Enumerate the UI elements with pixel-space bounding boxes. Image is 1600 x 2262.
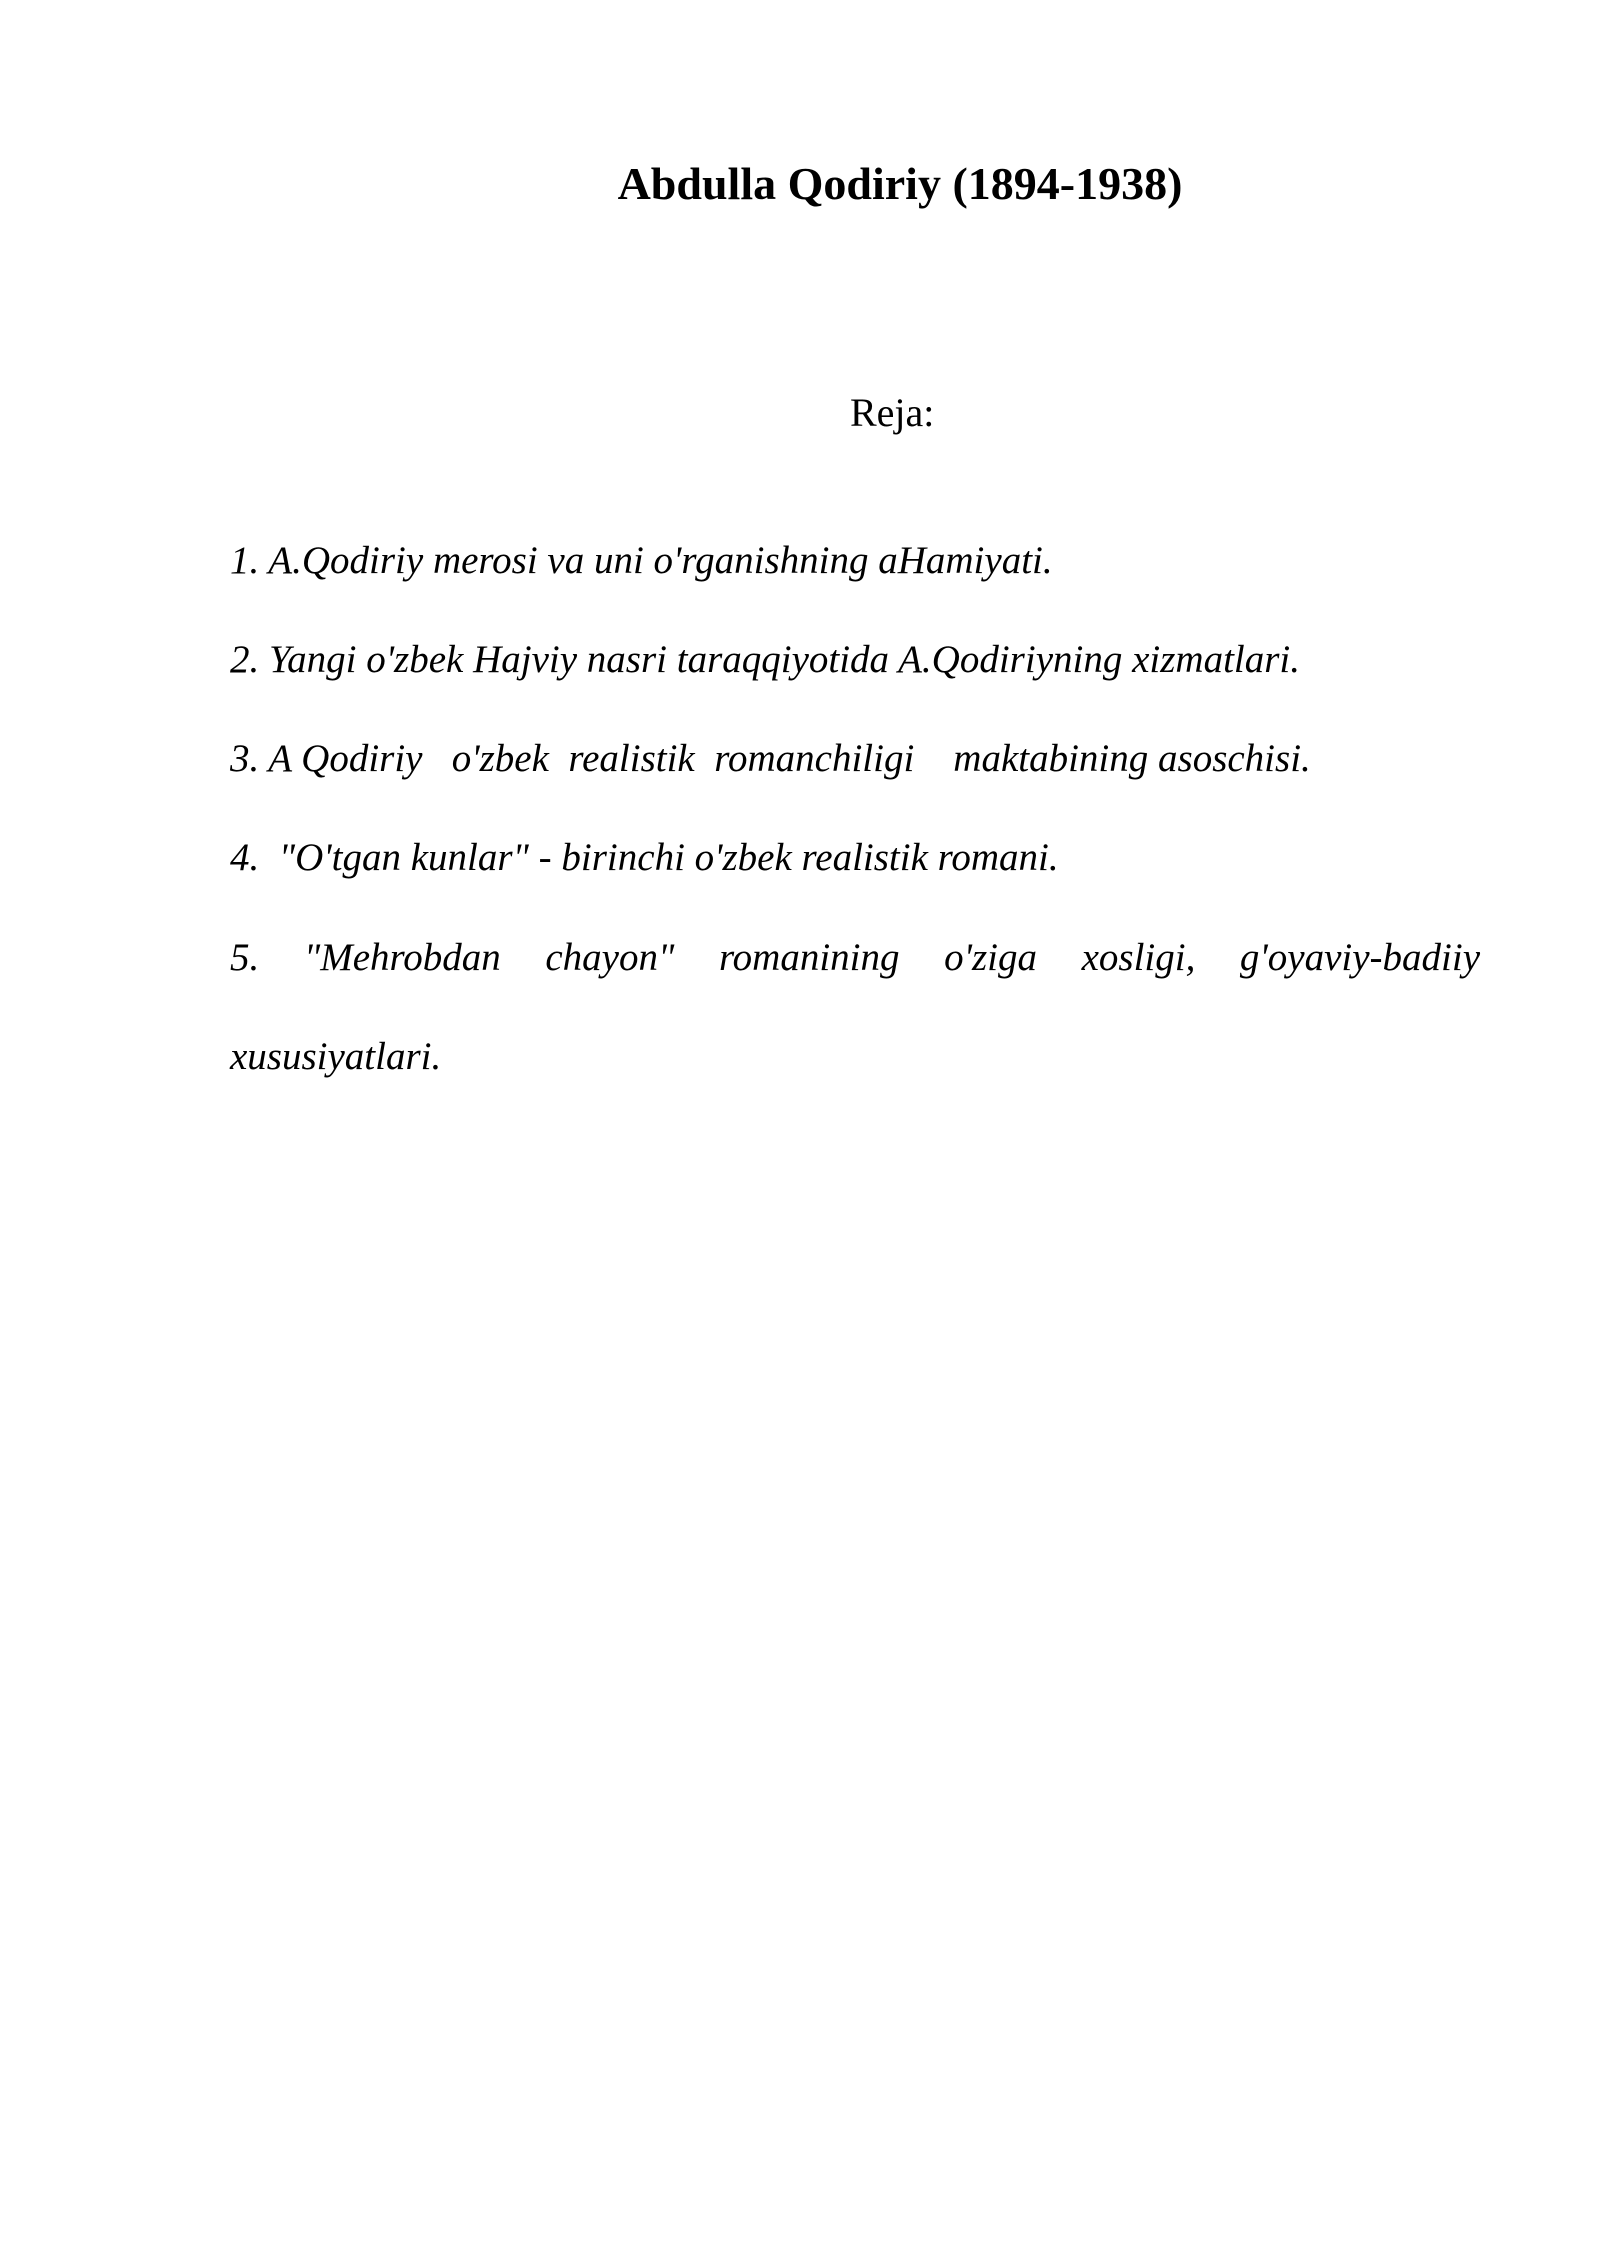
plan-heading: Reja: (850, 390, 935, 435)
plan-item-2: 2. Yangi o'zbek Hajviy nasri taraqqiyotida A.Qodiriyning xizmatlari. (230, 638, 1301, 681)
plan-list (230, 533, 1480, 1149)
plan-item-3: 3. A Qodiriy o'zbek realistik romanchiligi maktabining asoschisi. (230, 737, 1311, 780)
plan-item-4: 4. "O'tgan kunlar" - birinchi o'zbek realistik romani. (230, 836, 1059, 879)
plan-item-1: 1. A.Qodiriy merosi va uni o'rganishning aHamiyati. (230, 539, 1053, 582)
plan-item-5: 5. "Mehrobdan chayon" romanining o'ziga xosligi, g'oyaviy-badiiy xususiyatlari. (230, 936, 1480, 1078)
page-title: Abdulla Qodiriy (1894-1938) (617, 158, 1183, 209)
